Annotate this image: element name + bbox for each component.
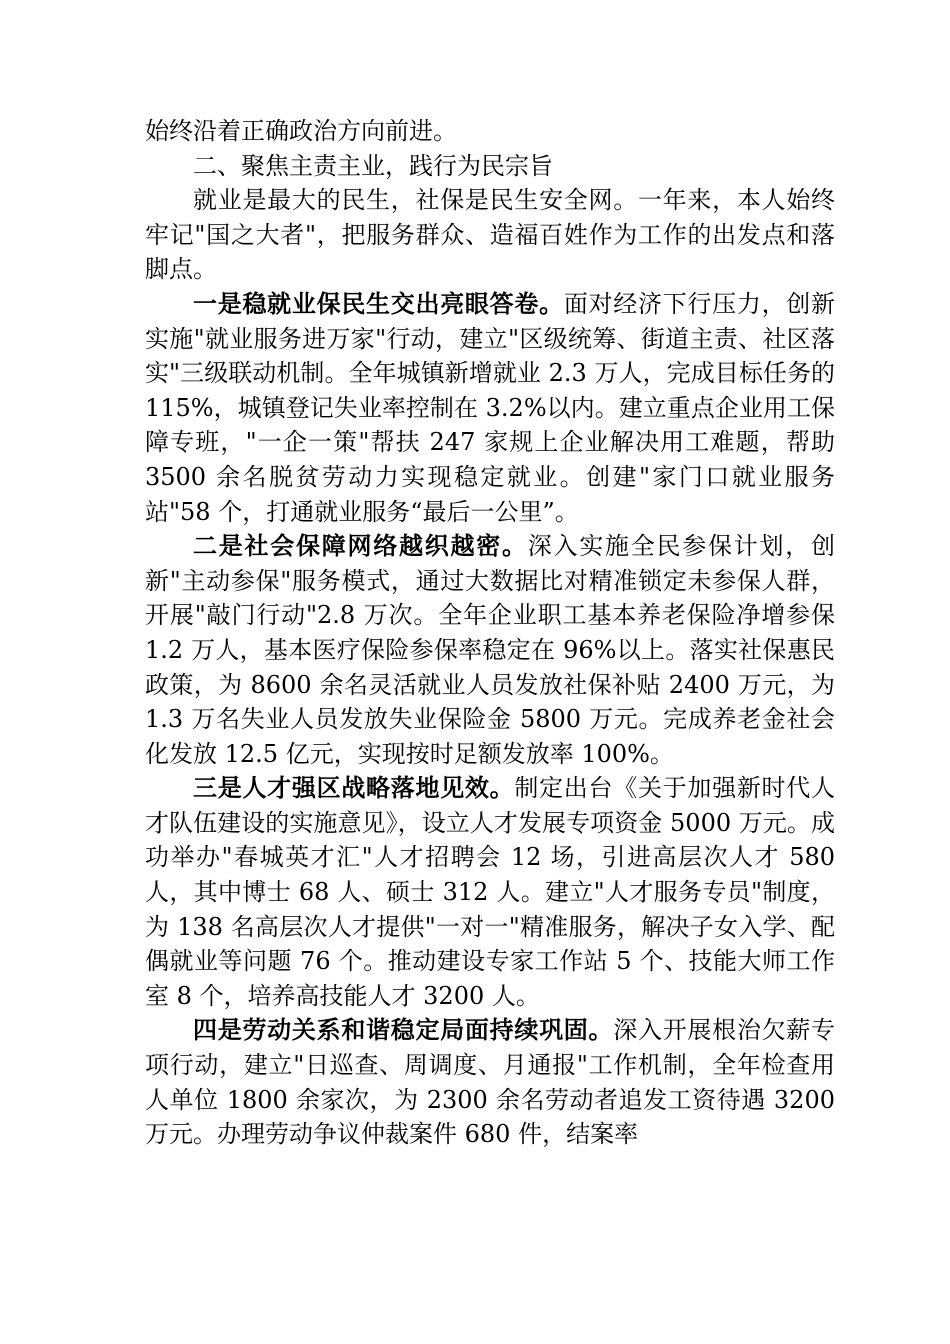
paragraph-text: 始终沿着正确政治方向前进。: [145, 117, 457, 145]
section-heading-text: 二、聚焦主责主业，践行为民宗旨: [193, 151, 553, 180]
paragraph-lead: 一是稳就业保民生交出亮眼答卷。: [193, 288, 564, 318]
paragraph-lead: 三是人才强区战略落地见效。: [193, 773, 515, 803]
section-heading: [145, 149, 835, 184]
paragraph-continuation: [145, 114, 835, 149]
paragraph-talent: [145, 771, 835, 1013]
paragraph-text: 面对经济下行压力，创新实施"就业服务进万家"行动，建立"区级统筹、街道主责、社区落实"三级联动机制。全年城镇新增就业 2.3 万人，完成目标任务的 115%，城镇登记失业率控制在 3.2%以内。建立重点企业用工保障专班，"一企一策"帮扶 247 家规上企业解决用工难题，帮助 3500 余名脱贫劳动力实现稳定就业。创建"家门口就业服务站"58 个，打通就业服务“最后一公里”。: [145, 289, 836, 526]
paragraph-text: 深入开展根治欠薪专项行动，建立"日巡查、周调度、月通报"工作机制，全年检查用人单位 1800 余家次，为 2300 余名劳动者追发工资待遇 3200 万元。办理劳动争议仲裁案件 680 件，结案率: [145, 1016, 836, 1149]
document-body: [145, 114, 835, 1152]
paragraph-text: 深入实施全民参保计划，创新"主动参保"服务模式，通过大数据比对精准锁定未参保人群，开展"敲门行动"2.8 万次。全年企业职工基本养老保险净增参保 1.2 万人，基本医疗保险参保率稳定在 96%以上。落实社保惠民政策，为 8600 余名灵活就业人员发放社保补贴 2400 万元，为 1.3 万名失业人员发放失业保险金 5800 万元。完成养老金社会化发放 12.5 亿元，实现按时足额发放率 100%。: [145, 532, 835, 768]
paragraph-text: 制定出台《关于加强新时代人才队伍建设的实施意见》，设立人才发展专项资金 5000 万元。成功举办"春城英才汇"人才招聘会 12 场，引进高层次人才 580 人，其中博士 68 人、硕士 312 人。建立"人才服务专员"制度，为 138 名高层次人才提供"一对一"精准服务，解决子女入学、配偶就业等问题 76 个。推动建设专家工作站 5 个、技能大师工作室 8 个，培养高技能人才 3200 人。: [145, 774, 835, 1010]
paragraph-employment: [145, 287, 835, 529]
paragraph-text: 就业是最大的民生，社保是民生安全网。一年来，本人始终牢记"国之大者"，把服务群众、造福百姓作为工作的出发点和落脚点。: [145, 186, 835, 284]
paragraph-intro: [145, 183, 835, 287]
paragraph-lead: 四是劳动关系和谐稳定局面持续巩固。: [193, 1015, 614, 1045]
paragraph-social-security: [145, 529, 835, 771]
paragraph-labor-relations: [145, 1013, 835, 1151]
paragraph-lead: 二是社会保障网络越织越密。: [193, 531, 528, 561]
